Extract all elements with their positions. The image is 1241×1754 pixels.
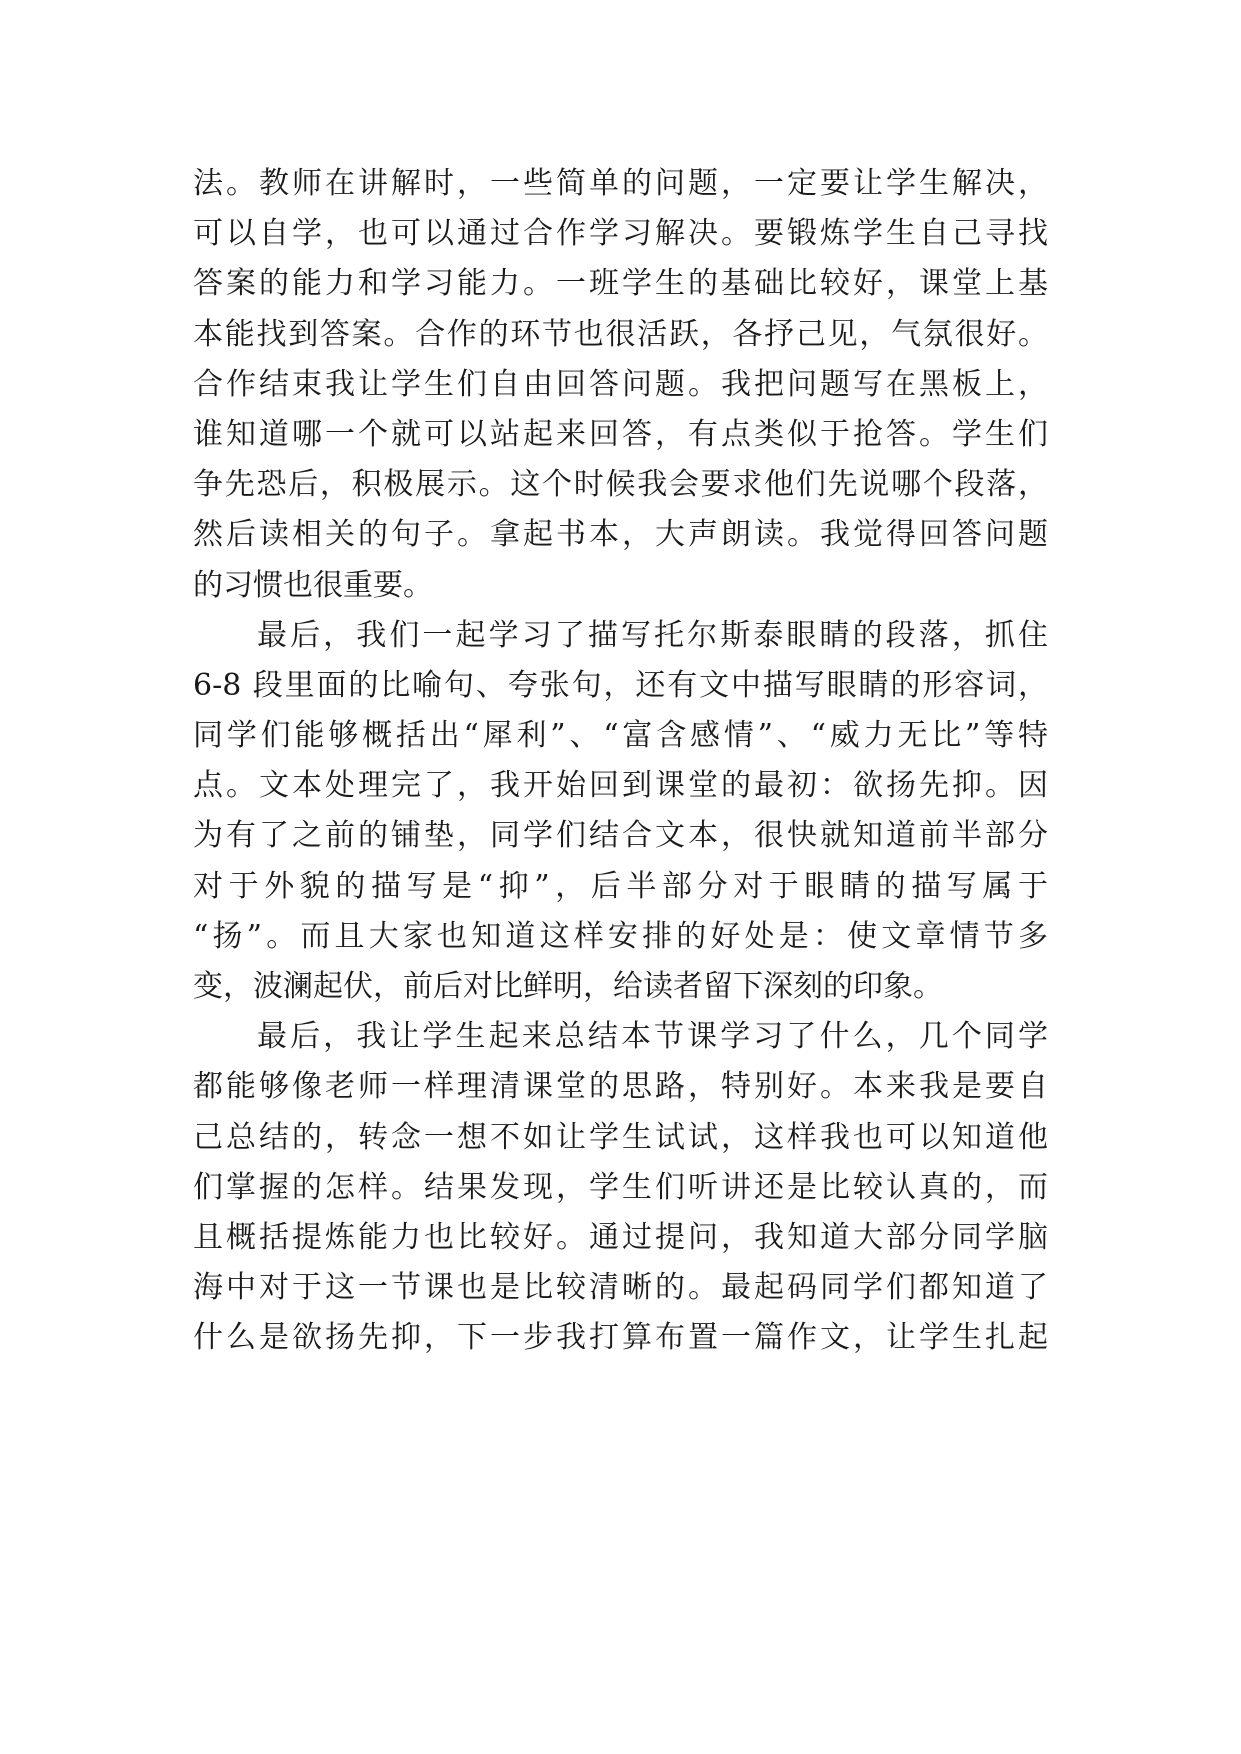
text-line: 什么是欲扬先抑，下一步我打算布置一篇作文，让学生扎起 [193, 1320, 1048, 1356]
text-line: 且概括提炼能力也比较好。通过提问，我知道大部分同学脑 [193, 1219, 1048, 1255]
text-line: 可以自学，也可以通过合作学习解决。要锻炼学生自己寻找 [193, 216, 1048, 252]
text-line: 为有了之前的铺垫，同学们结合文本，很快就知道前半部分 [193, 818, 1048, 854]
text-line: 最后，我让学生起来总结本节课学习了什么，几个同学 [257, 1019, 1048, 1055]
text-line: 的习惯也很重要。 [193, 567, 433, 603]
text-line: 本能找到答案。合作的环节也很活跃，各抒己见，气氛很好。 [193, 316, 1048, 352]
text-line: 们掌握的怎样。结果发现，学生们听讲还是比较认真的，而 [193, 1169, 1048, 1205]
paragraph-2 [193, 611, 1048, 1013]
text-line: 点。文本处理完了，我开始回到课堂的最初：欲扬先抑。因 [193, 768, 1048, 804]
text-line: 都能够像老师一样理清课堂的思路，特别好。本来我是要自 [193, 1069, 1048, 1105]
text-line: 6-8 段里面的比喻句、夸张句，还有文中描写眼睛的形容词， [193, 667, 1048, 703]
text-line: 答案的能力和学习能力。一班学生的基础比较好，课堂上基 [193, 266, 1048, 302]
text-line: 谁知道哪一个就可以站起来回答，有点类似于抢答。学生们 [193, 416, 1048, 452]
paragraph-3 [193, 1012, 1048, 1363]
text-line: 合作结束我让学生们自由回答问题。我把问题写在黑板上， [193, 366, 1048, 402]
text-line: 变，波澜起伏，前后对比鲜明，给读者留下深刻的印象。 [193, 969, 943, 1004]
text-line: 对于外貌的描写是“抑”，后半部分对于眼睛的描写属于 [193, 868, 1048, 904]
paragraph-1 [193, 159, 1048, 611]
text-line: “扬”。而且大家也知道这样安排的好处是：使文章情节多 [193, 918, 1048, 954]
text-line: 法。教师在讲解时，一些简单的问题，一定要让学生解决， [193, 166, 1048, 201]
text-line: 海中对于这一节课也是比较清晰的。最起码同学们都知道了 [193, 1270, 1048, 1306]
text-line: 争先恐后，积极展示。这个时候我会要求他们先说哪个段落， [193, 467, 1048, 503]
text-line: 同学们能够概括出“犀利”、“富含感情”、“威力无比”等特 [193, 718, 1048, 754]
text-line: 己总结的，转念一想不如让学生试试，这样我也可以知道他 [193, 1119, 1048, 1155]
text-line: 然后读相关的句子。拿起书本，大声朗读。我觉得回答问题 [193, 517, 1048, 553]
text-line: 最后，我们一起学习了描写托尔斯泰眼睛的段落，抓住 [257, 617, 1048, 653]
body-text [193, 159, 1048, 1364]
